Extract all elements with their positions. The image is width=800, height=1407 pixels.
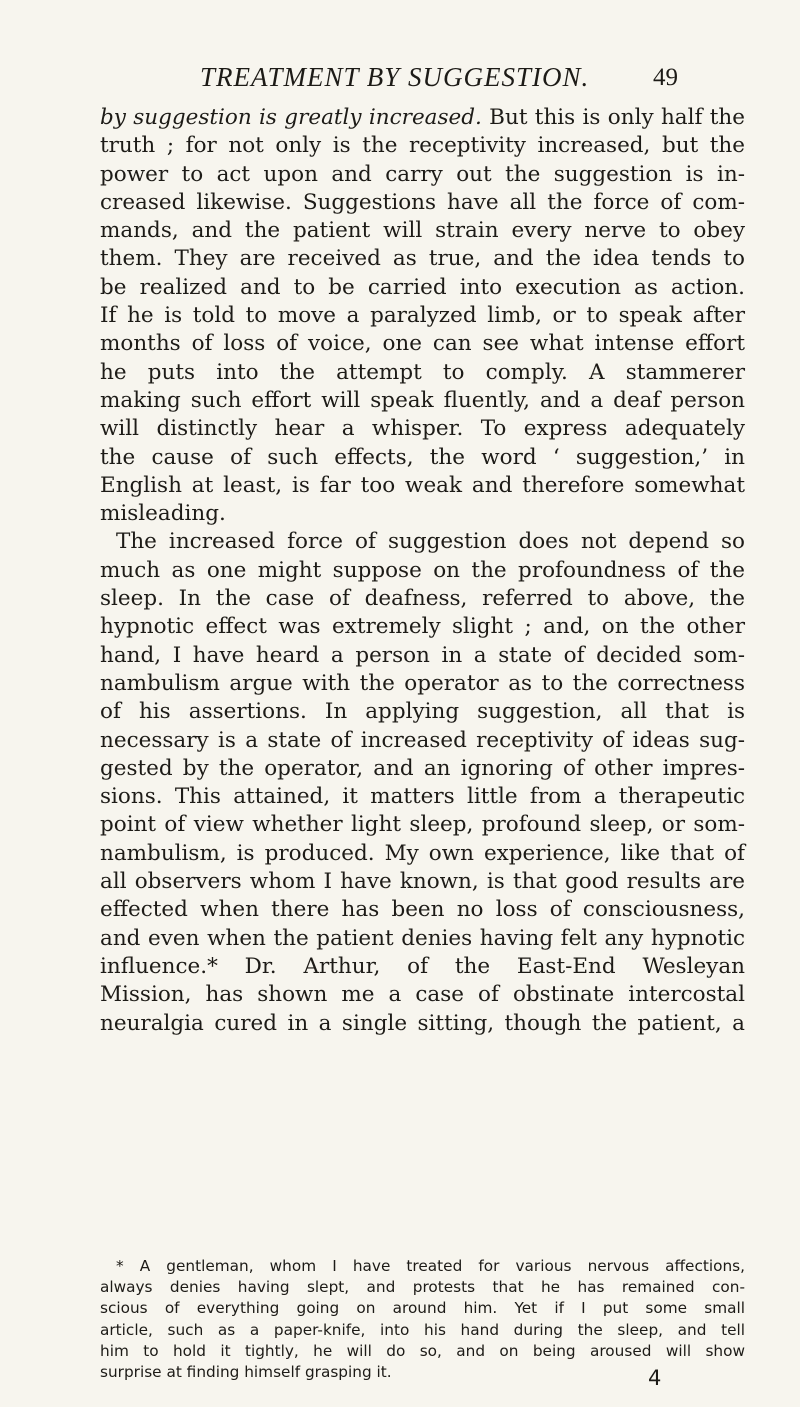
text-line: nambulism argue with the operator as to the correctness xyxy=(100,670,745,696)
text-line: the cause of such effects, the word ‘ suggestion,’ in xyxy=(100,444,745,470)
text-line: English at least, is far too weak and therefore somewhat xyxy=(100,472,745,498)
text-line: creased likewise. Suggestions have all the force of com- xyxy=(100,189,745,215)
text-line: all observers whom I have known, is that good results are xyxy=(100,869,745,895)
text-line: hand, I have heard a person in a state of decided som- xyxy=(100,642,745,668)
paragraph-first-line: The increased force of suggestion does not depend so xyxy=(116,529,745,555)
text-line: and even when the patient denies having felt any hypnotic xyxy=(100,925,745,951)
footnote-line: article, such as a paper-knife, into his hand during the sleep, and tell xyxy=(100,1320,745,1339)
signature-mark: 4 xyxy=(648,1366,662,1390)
text-line: hypnotic effect was extremely slight ; and, on the other xyxy=(100,614,745,640)
footnote-line: surprise at finding himself grasping it. xyxy=(100,1362,392,1381)
text-line xyxy=(100,104,745,132)
text-line: Mission, has shown me a case of obstinate intercostal xyxy=(100,982,745,1008)
text-line: truth ; for not only is the receptivity increased, but the xyxy=(100,133,745,159)
text-line: misleading. xyxy=(100,501,226,527)
text-line: nambulism, is produced. My own experience, like that of xyxy=(100,840,745,866)
text-line: gested by the operator, and an ignoring of other impres- xyxy=(100,755,745,781)
text-line: much as one might suppose on the profoundness of the xyxy=(100,557,745,583)
text-line: necessary is a state of increased receptivity of ideas sug- xyxy=(100,727,745,753)
text-line: them. They are received as true, and the idea tends to xyxy=(100,246,745,272)
text-line: influence.* Dr. Arthur, of the East-End Wesleyan xyxy=(100,953,745,979)
text-line: If he is told to move a paralyzed limb, or to speak after xyxy=(100,303,745,329)
text-line: point of view whether light sleep, profound sleep, or som- xyxy=(100,812,745,838)
text-line: months of loss of voice, one can see what intense effort xyxy=(100,331,745,357)
text-line: making such effort will speak fluently, and a deaf person xyxy=(100,387,745,413)
footnote-line: scious of everything going on around him. Yet if I put some small xyxy=(100,1299,745,1318)
text-line: neuralgia cured in a single sitting, though the patient, a xyxy=(100,1010,745,1036)
text-line: he puts into the attempt to comply. A stammerer xyxy=(100,359,745,385)
text-line: will distinctly hear a whisper. To express adequately xyxy=(100,416,745,442)
text-line: effected when there has been no loss of consciousness, xyxy=(100,897,745,923)
footnote-line: him to hold it tightly, he will do so, and on being aroused will show xyxy=(100,1341,745,1360)
text-line: be realized and to be carried into execution as action. xyxy=(100,274,745,300)
footnote xyxy=(100,1256,745,1383)
text-line: of his assertions. In applying suggestion, all that is xyxy=(100,699,745,725)
italic-phrase: by suggestion is greatly increased. xyxy=(100,105,482,130)
footnote-line: * A gentleman, whom I have treated for various nervous affections, xyxy=(116,1257,745,1275)
page-number: 49 xyxy=(653,64,678,91)
text-line: mands, and the patient will strain every nerve to obey xyxy=(100,218,745,244)
running-header xyxy=(0,62,800,102)
text-line: power to act upon and carry out the suggestion is in- xyxy=(100,161,745,187)
footnote-line: always denies having slept, and protests that he has remained con- xyxy=(100,1278,745,1297)
running-title: TREATMENT BY SUGGESTION. xyxy=(200,62,590,92)
body-text xyxy=(100,104,745,1038)
text-line: sleep. In the case of deafness, referred to above, the xyxy=(100,586,745,612)
text-line-rest: But this is only half the xyxy=(481,105,746,130)
text-line: sions. This attained, it matters little from a therapeutic xyxy=(100,784,745,810)
